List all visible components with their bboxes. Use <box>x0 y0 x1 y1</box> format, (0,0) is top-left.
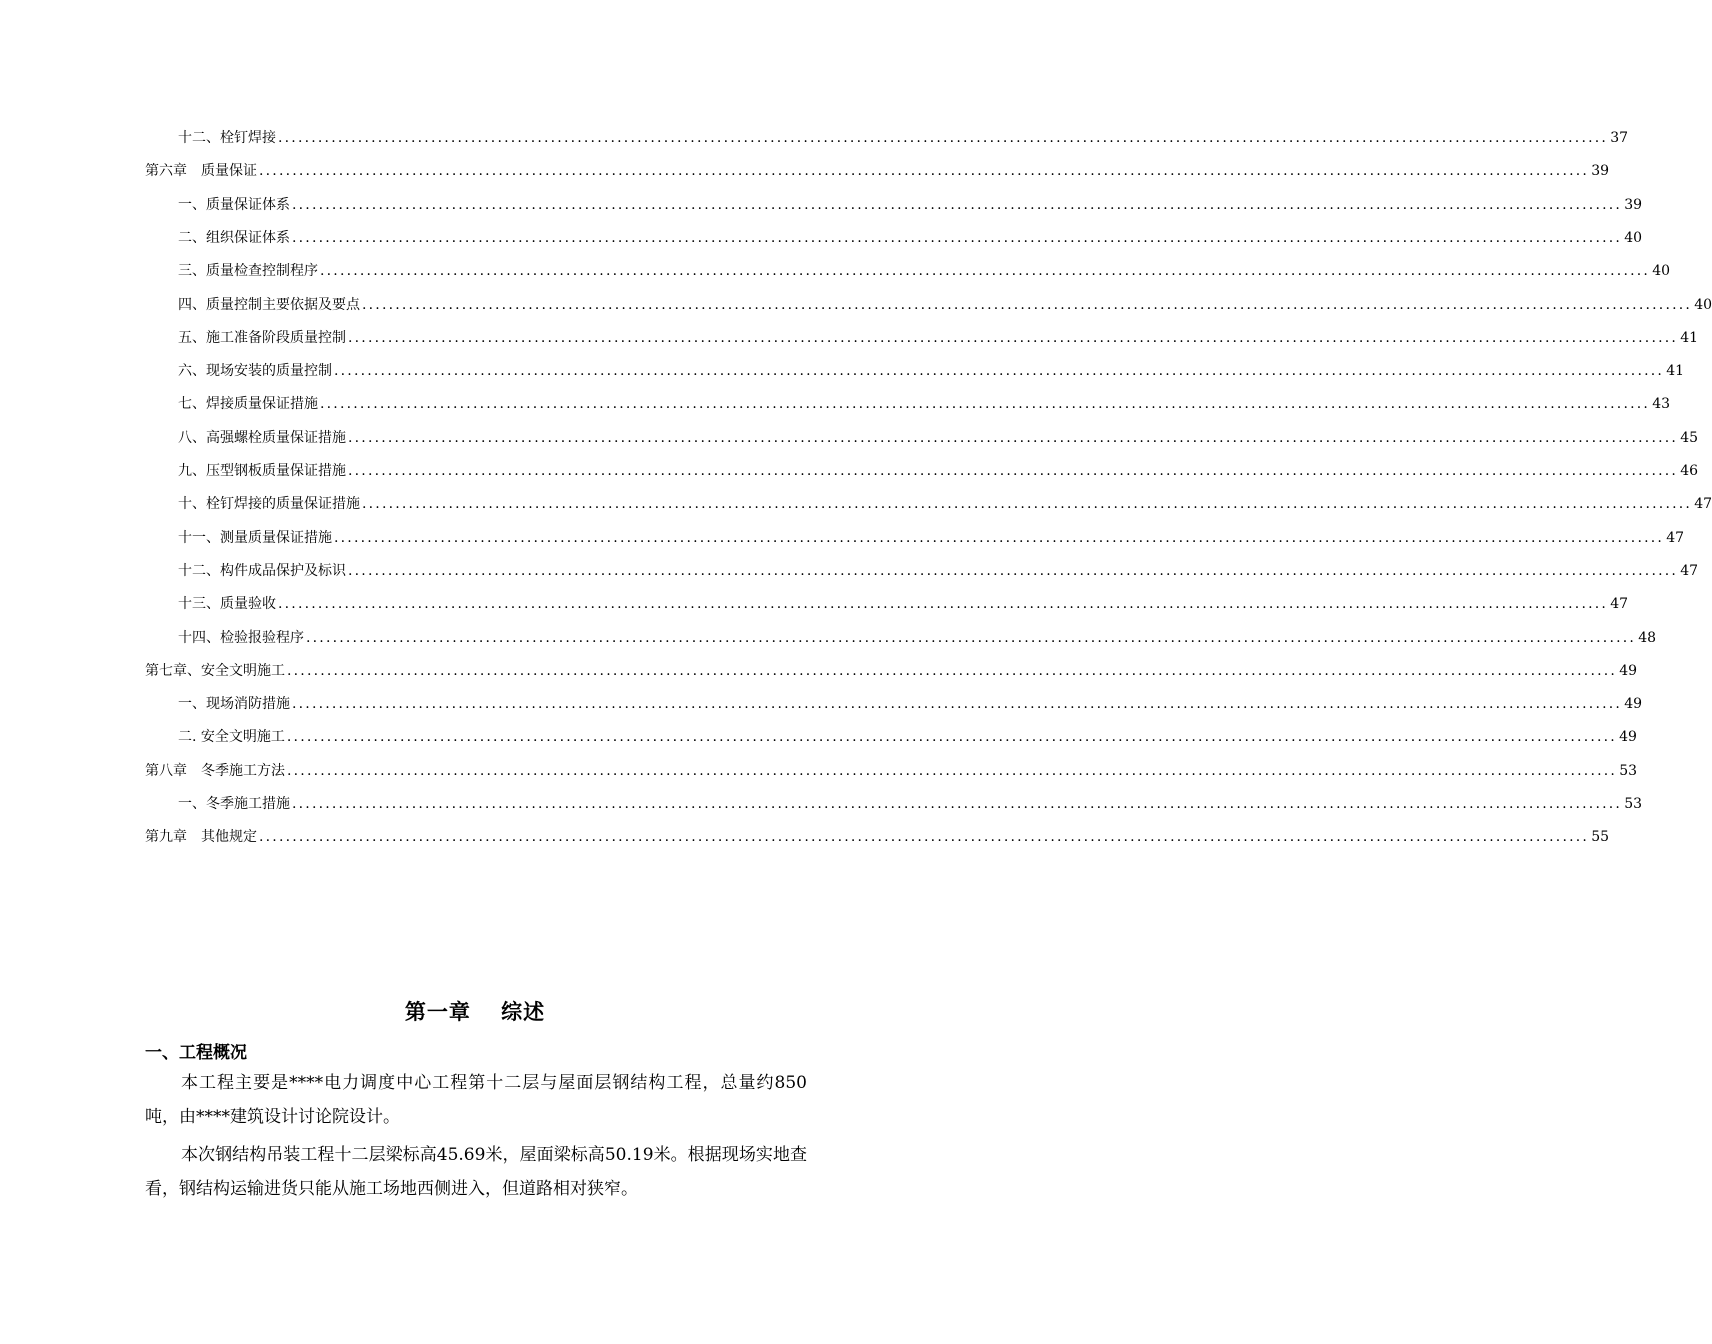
toc-entry[interactable] <box>145 756 1638 786</box>
toc-entry[interactable] <box>178 323 1699 353</box>
toc-entry-label: 四、质量控制主要依据及要点 <box>178 296 360 313</box>
toc-entry-label: 一、质量保证体系 <box>178 196 290 213</box>
chapter-title: 第一章 综述 <box>404 999 546 1024</box>
toc-leader-dots: ........................................................................................................................................................................................................ <box>348 562 1679 579</box>
toc-entry-page: 53 <box>1624 796 1643 812</box>
toc-entry[interactable] <box>178 456 1699 486</box>
toc-entry-label: 一、现场消防措施 <box>178 696 290 713</box>
toc-entry-page: 45 <box>1680 429 1699 446</box>
toc-entry-page: 37 <box>1610 130 1629 146</box>
toc-entry-label: 十二、栓钉焊接 <box>178 130 276 146</box>
toc-entry[interactable] <box>178 789 1643 819</box>
toc-entry-label: 十二、构件成品保护及标识 <box>178 562 346 579</box>
body-paragraph: 本工程主要是****电力调度中心工程第十二层与屋面层钢结构工程，总量约850吨，由****建筑设计讨论院设计。 <box>145 1073 807 1127</box>
toc-entry-page: 39 <box>1624 196 1643 213</box>
toc-entry-page: 41 <box>1666 363 1685 380</box>
toc-entry[interactable] <box>178 589 1629 619</box>
toc-entry[interactable] <box>178 123 1629 153</box>
toc-entry-page: 40 <box>1694 296 1712 313</box>
toc-entry[interactable] <box>178 256 1671 286</box>
toc-entry-page: 40 <box>1624 229 1643 246</box>
toc-leader-dots: ........................................................................................................................................................................................................ <box>292 229 1623 246</box>
toc-leader-dots: ........................................................................................................................................................................................................ <box>259 829 1590 846</box>
toc-entry[interactable] <box>178 623 1657 653</box>
toc-entry-page: 49 <box>1619 729 1637 746</box>
toc-entry-label: 九、压型钢板质量保证措施 <box>178 463 346 479</box>
toc-entry-page: 46 <box>1680 463 1699 479</box>
toc-entry-label: 二、组织保证体系 <box>178 229 290 246</box>
toc-entry-label: 第八章 冬季施工方法 <box>145 762 285 779</box>
toc-entry-page: 43 <box>1652 396 1671 413</box>
toc-leader-dots: ........................................................................................................................................................................................................ <box>292 796 1623 812</box>
toc-entry-page: 53 <box>1619 762 1638 779</box>
toc-entry[interactable] <box>178 223 1643 253</box>
toc-leader-dots: ........................................................................................................................................................................................................ <box>348 329 1679 346</box>
toc-entry-label: 第七章、安全文明施工 <box>145 662 285 679</box>
toc-entry[interactable] <box>178 523 1685 553</box>
toc-entry-page: 39 <box>1591 163 1610 180</box>
toc-leader-dots: ........................................................................................................................................................................................................ <box>320 396 1651 413</box>
toc-leader-dots: ........................................................................................................................................................................................................ <box>292 196 1623 213</box>
toc-entry-label: 三、质量检查控制程序 <box>178 263 318 280</box>
toc-entry-label: 五、施工准备阶段质量控制 <box>178 329 346 346</box>
toc-entry-page: 47 <box>1666 529 1685 546</box>
toc-entry[interactable] <box>178 489 1712 519</box>
toc-leader-dots: ........................................................................................................................................................................................................ <box>334 529 1665 546</box>
toc-entry[interactable] <box>178 556 1699 586</box>
toc-entry[interactable] <box>178 423 1699 453</box>
toc-leader-dots: ........................................................................................................................................................................................................ <box>348 429 1679 446</box>
section-heading: 一、工程概况 <box>145 1043 247 1063</box>
body-paragraph: 本次钢结构吊装工程十二层梁标高45.69米，屋面梁标高50.19米。根据现场实地查看，钢结构运输进货只能从施工场地西侧进入，但道路相对狭窄。 <box>145 1145 807 1199</box>
toc-entry[interactable] <box>145 156 1610 186</box>
toc-leader-dots: ........................................................................................................................................................................................................ <box>287 762 1618 779</box>
toc-leader-dots: ........................................................................................................................................................................................................ <box>348 463 1679 479</box>
toc-entry-label: 一、冬季施工措施 <box>178 796 290 812</box>
toc-entry[interactable] <box>178 356 1685 386</box>
toc-entry-page: 47 <box>1694 496 1712 513</box>
toc-entry-label: 十一、测量质量保证措施 <box>178 529 332 546</box>
toc-entry-page: 55 <box>1591 829 1610 846</box>
toc-entry[interactable] <box>178 689 1643 719</box>
toc-leader-dots: ........................................................................................................................................................................................................ <box>362 296 1693 313</box>
toc-entry-page: 40 <box>1652 263 1671 280</box>
toc-entry-label: 七、焊接质量保证措施 <box>178 396 318 413</box>
toc-entry-page: 49 <box>1624 696 1643 713</box>
toc-leader-dots: ........................................................................................................................................................................................................ <box>334 363 1665 380</box>
toc-leader-dots: ........................................................................................................................................................................................................ <box>287 662 1618 679</box>
toc-leader-dots: ........................................................................................................................................................................................................ <box>320 263 1651 280</box>
toc-entry-label: 十四、检验报验程序 <box>178 629 304 646</box>
toc-leader-dots: ........................................................................................................................................................................................................ <box>259 163 1590 180</box>
toc-entry[interactable] <box>145 656 1638 686</box>
toc-leader-dots: ........................................................................................................................................................................................................ <box>306 629 1637 646</box>
toc-leader-dots: ........................................................................................................................................................................................................ <box>292 696 1623 713</box>
toc-leader-dots: ........................................................................................................................................................................................................ <box>278 130 1609 146</box>
toc-entry-label: 第九章 其他规定 <box>145 829 257 846</box>
toc-entry[interactable] <box>178 722 1637 752</box>
toc-entry-label: 八、高强螺栓质量保证措施 <box>178 429 346 446</box>
toc-leader-dots: ........................................................................................................................................................................................................ <box>278 596 1609 613</box>
toc-entry[interactable] <box>178 190 1643 220</box>
toc-entry[interactable] <box>178 389 1671 419</box>
toc-entry-label: 十、栓钉焊接的质量保证措施 <box>178 496 360 513</box>
toc-leader-dots: ........................................................................................................................................................................................................ <box>286 729 1617 746</box>
toc-entry-label: 十三、质量验收 <box>178 596 276 613</box>
toc-entry[interactable] <box>178 290 1712 320</box>
toc-entry-label: 二. 安全文明施工 <box>178 729 285 746</box>
toc-entry-page: 47 <box>1680 562 1699 579</box>
toc-entry[interactable] <box>145 822 1610 852</box>
toc-entry-page: 47 <box>1610 596 1629 613</box>
toc-entry-label: 六、现场安装的质量控制 <box>178 363 332 380</box>
toc-entry-page: 41 <box>1680 329 1699 346</box>
toc-entry-page: 49 <box>1619 662 1638 679</box>
toc-entry-label: 第六章 质量保证 <box>145 163 257 180</box>
toc-entry-page: 48 <box>1638 629 1657 646</box>
toc-leader-dots: ........................................................................................................................................................................................................ <box>362 496 1693 513</box>
